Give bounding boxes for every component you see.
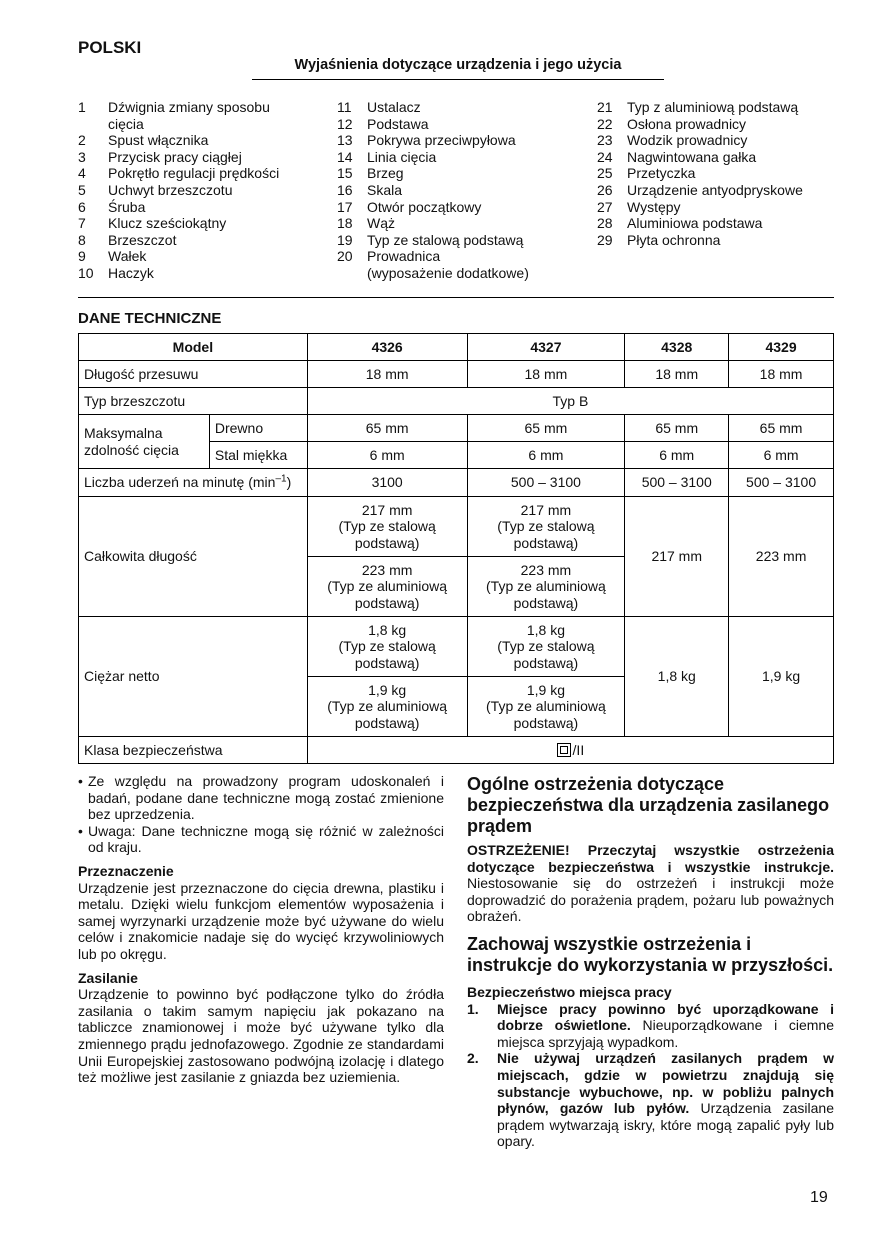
table-row (79, 334, 834, 361)
table-row (79, 361, 834, 388)
item-label (627, 182, 803, 199)
label-line: Przetyczka (627, 165, 696, 182)
item-number: 11 (337, 99, 352, 115)
list-item (337, 248, 529, 281)
cell-line: podstawą) (354, 594, 420, 611)
item-label (108, 248, 146, 265)
label-line: Urządzenie antyodpryskowe (627, 181, 803, 198)
cell-line: 1,9 kg (368, 681, 407, 698)
list-item (337, 132, 529, 149)
item-number: 1 (78, 99, 86, 115)
row-label-text: ) (286, 474, 292, 491)
item-number: 20 (337, 248, 353, 265)
item-label (108, 149, 242, 166)
list-item (78, 165, 279, 182)
item-label (367, 215, 395, 232)
item-label (367, 199, 481, 216)
cell-line: 1,9 kg (526, 681, 565, 698)
item-number: 28 (597, 215, 613, 232)
label-line: Aluminiowa podstawa (627, 215, 763, 232)
bullet-text: Uwaga: Dane techniczne mogą się różnić w zależności od kraju. (88, 822, 444, 856)
model-cell: 4328 (625, 334, 729, 361)
item-number: 13 (337, 132, 353, 149)
double-insulation-icon (557, 743, 571, 757)
sub-label: Stal miękka (209, 442, 307, 469)
table-cell (307, 737, 833, 764)
cell-line: 217 mm (361, 501, 413, 518)
table-cell: 6 mm (467, 442, 625, 469)
item-label (627, 199, 681, 216)
cell-line: (Typ ze aluminiową (486, 578, 606, 595)
list-item (78, 99, 279, 132)
item-number: 2. (467, 1050, 479, 1067)
label-line: Prowadnica (367, 248, 441, 265)
item-label (367, 182, 402, 199)
table-row (79, 415, 834, 442)
list-item (337, 99, 529, 116)
warning-bold: OSTRZEŻENIE! Przeczytaj wszystkie ostrzeżenia dotyczące bezpieczeństwa i wszystkie instrukcje. (467, 842, 834, 875)
list-item (78, 149, 279, 166)
item-number: 17 (337, 198, 353, 215)
cell-line: podstawą) (513, 594, 579, 611)
section-heading: Bezpieczeństwo miejsca pracy (467, 983, 672, 1000)
table-cell (467, 557, 625, 617)
label-line: Brzeg (367, 165, 404, 182)
item-number: 7 (78, 215, 86, 232)
item-label (367, 248, 529, 281)
list-item (78, 823, 444, 856)
parts-list-col-3 (597, 99, 803, 248)
table-cell (467, 497, 625, 557)
cell-line: 1,8 kg (526, 621, 565, 638)
row-label: Ciężar netto (79, 617, 308, 737)
row-label-text: Liczba uderzeń na minutę (min (84, 474, 276, 491)
item-number: 16 (337, 181, 353, 198)
list-item (78, 232, 279, 249)
list-item (337, 215, 529, 232)
cell-line: podstawą) (354, 714, 420, 731)
list-item (597, 232, 803, 249)
item-label (108, 182, 232, 199)
label-line: Śruba (108, 198, 146, 215)
item-number: 2 (78, 132, 86, 149)
table-cell (307, 497, 467, 557)
item-bold: Miejsce pracy powinno być uporządkowane i dobrze oświetlone. (497, 1000, 834, 1034)
list-item (337, 182, 529, 199)
table-cell: 500 – 3100 (625, 469, 729, 497)
item-label (108, 232, 176, 249)
model-cell: 4329 (729, 334, 834, 361)
label-line: Przycisk pracy ciągłej (108, 148, 242, 165)
cell-line: podstawą) (513, 714, 579, 731)
model-cell: 4327 (467, 334, 625, 361)
paragraph (467, 842, 834, 925)
label-line: Dźwignia zmiany sposobu (108, 99, 270, 115)
table-cell (307, 677, 467, 737)
item-label (627, 232, 720, 249)
label-line: Linia cięcia (367, 148, 437, 165)
table-cell: 500 – 3100 (729, 469, 834, 497)
list-item (467, 1001, 834, 1051)
table-row (79, 737, 834, 764)
label-line: Brzeszczot (108, 231, 177, 248)
label-line: Ustalacz (367, 99, 421, 115)
list-item (78, 265, 279, 282)
table-cell: 6 mm (625, 442, 729, 469)
item-label (108, 99, 270, 132)
label-line: Spust włącznika (108, 132, 209, 149)
item-number: 14 (337, 148, 353, 165)
label-line: Klucz sześciokątny (108, 215, 227, 232)
row-label (79, 469, 308, 497)
item-rest: Urządzenia zasilane prądem wytwarzają iskry, które mogą zapalić pyły lub opary. (497, 1100, 834, 1150)
row-label-line: zdolność cięcia (84, 441, 179, 458)
item-label (627, 215, 762, 232)
class-value: /II (572, 741, 585, 758)
cell-line: podstawą) (513, 534, 579, 551)
model-cell: 4326 (307, 334, 467, 361)
item-number: 5 (78, 181, 86, 198)
list-item (337, 232, 529, 249)
item-label (367, 232, 523, 249)
section-heading: Przeznaczenie (78, 862, 174, 879)
row-label (79, 415, 210, 469)
row-label-line: Maksymalna (84, 424, 163, 441)
item-label (108, 132, 208, 149)
paragraph: Urządzenie to powinno być podłączone tylko do źródła zasilania o takim samym napięciu jak pokazano na tabliczce znamionowej i może być używane tylko dla zmiennego prądu jednofazowego. Zgodnie ze standardami Unii Europejskiej zastosowano podwójną izolację i dlatego też możliwe jest zasilanie z gniazda bez uziemienia. (78, 986, 444, 1086)
label-line: Pokrywa przeciwpyłowa (367, 132, 516, 149)
divider (78, 297, 834, 298)
table-row (79, 497, 834, 557)
list-item (78, 199, 279, 216)
specs-title: DANE TECHNICZNE (78, 310, 222, 327)
table-cell: 6 mm (729, 442, 834, 469)
table-cell: 18 mm (307, 361, 467, 388)
table-row (79, 469, 834, 497)
paragraph: Urządzenie jest przeznaczone do cięcia drewna, plastiku i metalu. Dzięki wielu funkcjom elementów wyposażenia i samej wyrzynarki urządzenie może być używane do wielu celów i znakomicie nadaje się do wycięć krzywoliniowych lub po okręgu. (78, 879, 444, 962)
cell-line: (Typ ze stalową (338, 638, 436, 655)
list-item (78, 132, 279, 149)
list-item (337, 116, 529, 133)
cell-line: (Typ ze stalową (338, 518, 436, 535)
label-line: Wodzik prowadnicy (627, 132, 748, 149)
item-number: 21 (597, 99, 613, 115)
item-number: 8 (78, 231, 86, 248)
list-item (337, 199, 529, 216)
table-row (79, 388, 834, 415)
item-number: 6 (78, 198, 86, 215)
item-label (367, 165, 404, 182)
cell-line: (Typ ze aluminiową (327, 698, 448, 715)
label-line: Wąż (367, 215, 395, 232)
item-number: 26 (597, 181, 613, 198)
label-line: Pokrętło regulacji prędkości (108, 165, 280, 182)
section-heading: Ogólne ostrzeżenia dotyczące bezpieczeństwa dla urządzenia zasilanego prądem (467, 774, 830, 836)
item-number: 27 (597, 198, 613, 215)
model-header: Model (79, 334, 308, 361)
table-cell: 18 mm (625, 361, 729, 388)
label-line: Typ ze stalową podstawą (367, 231, 524, 248)
specifications-table (78, 333, 834, 764)
superscript: –1 (275, 473, 287, 485)
list-item (597, 116, 803, 133)
cell-line: (Typ ze stalową (497, 638, 595, 655)
cell-line: 217 mm (520, 501, 572, 518)
row-label: Całkowita długość (79, 497, 308, 617)
label-line: Nagwintowana gałka (627, 148, 757, 165)
bullet-icon: • (78, 773, 83, 789)
table-cell: 500 – 3100 (467, 469, 625, 497)
label-line: (wyposażenie dodatkowe) (367, 264, 529, 281)
table-cell (467, 677, 625, 737)
item-number: 29 (597, 231, 613, 248)
item-text (497, 1050, 834, 1150)
section-subtitle: Wyjaśnienia dotyczące urządzenia i jego użycia (252, 57, 664, 80)
item-number: 24 (597, 148, 613, 165)
table-cell (307, 617, 467, 677)
table-cell: 65 mm (729, 415, 834, 442)
table-cell: 65 mm (307, 415, 467, 442)
item-rest: Nieuporządkowane i ciemne miejsca sprzyjają wypadkom. (497, 1017, 835, 1050)
item-number: 10 (78, 264, 94, 281)
table-cell: 217 mm (625, 497, 729, 617)
table-row (79, 617, 834, 677)
table-cell: 223 mm (729, 497, 834, 617)
item-number: 12 (337, 115, 353, 132)
item-number: 22 (597, 115, 613, 132)
cell-line: podstawą) (354, 654, 420, 671)
label-line: Otwór początkowy (367, 198, 482, 215)
item-label (627, 149, 756, 166)
label-line: Występy (627, 198, 681, 215)
right-column (467, 774, 834, 1150)
row-label: Długość przesuwu (79, 361, 308, 388)
table-cell: 1,9 kg (729, 617, 834, 737)
list-item (597, 215, 803, 232)
table-cell: 18 mm (729, 361, 834, 388)
cell-line: (Typ ze aluminiową (486, 698, 606, 715)
cell-line: (Typ ze stalową (497, 518, 595, 535)
item-number: 9 (78, 248, 86, 265)
item-number: 18 (337, 215, 353, 232)
table-cell: 3100 (307, 469, 467, 497)
cell-line: podstawą) (513, 654, 579, 671)
item-text (497, 1001, 834, 1051)
left-column (78, 773, 444, 1086)
item-bold: Nie używaj urządzeń zasilanych prądem w miejscach, gdzie w powietrzu znajdują się substancje wybuchowe, np. w pobliżu palnych płynów, gazów lub pyłów. (497, 1050, 834, 1117)
item-label (108, 165, 279, 182)
item-number: 19 (337, 231, 353, 248)
table-cell: 1,8 kg (625, 617, 729, 737)
cell-line: podstawą) (354, 534, 420, 551)
item-label (367, 149, 436, 166)
list-item (597, 199, 803, 216)
item-label (627, 132, 747, 149)
item-label (627, 165, 695, 182)
item-label (108, 265, 154, 282)
section-heading: Zachowaj wszystkie ostrzeżenia i instrukcje do wykorzystania w przyszłości. (467, 933, 834, 975)
label-line: cięcia (108, 115, 144, 132)
table-cell: 18 mm (467, 361, 625, 388)
row-label: Typ brzeszczotu (79, 388, 308, 415)
list-item (597, 132, 803, 149)
list-item (467, 1050, 834, 1150)
page-number: 19 (810, 1189, 828, 1206)
sub-label: Drewno (209, 415, 307, 442)
language-heading: POLSKI (78, 38, 142, 57)
label-line: Haczyk (108, 264, 154, 281)
table-cell: Typ B (307, 388, 833, 415)
table-cell (467, 617, 625, 677)
item-label (367, 116, 428, 133)
label-line: Podstawa (367, 115, 429, 132)
table-cell: 6 mm (307, 442, 467, 469)
item-number: 1. (467, 1000, 479, 1017)
item-label (627, 116, 746, 133)
list-item (597, 182, 803, 199)
item-label (627, 99, 798, 116)
item-number: 23 (597, 132, 613, 149)
label-line: Osłona prowadnicy (627, 115, 747, 132)
label-line: Skala (367, 181, 403, 198)
cell-line: 1,8 kg (368, 621, 407, 638)
label-line: Uchwyt brzeszczotu (108, 181, 233, 198)
label-line: Wałek (108, 248, 147, 265)
bullet-text: Ze względu na prowadzony program udoskonaleń i badań, podane dane techniczne mogą zostać zmienione bez uprzedzenia. (88, 773, 444, 823)
list-item (78, 215, 279, 232)
list-item (337, 149, 529, 166)
item-label (367, 132, 516, 149)
cell-line: 223 mm (361, 561, 413, 578)
item-number: 4 (78, 165, 86, 182)
label-line: Płyta ochronna (627, 231, 721, 248)
cell-line: (Typ ze aluminiową (327, 578, 448, 595)
row-label: Klasa bezpieczeństwa (79, 737, 308, 764)
list-item (78, 773, 444, 823)
list-item (597, 99, 803, 116)
section-heading: Zasilanie (78, 969, 138, 986)
list-item (78, 248, 279, 265)
item-label (108, 199, 145, 216)
bullet-icon: • (78, 822, 83, 839)
warning-text: Niestosowanie się do ostrzeżeń i instrukcji może doprowadzić do porażenia prądem, pożaru lub poważnych obrażeń. (467, 875, 834, 925)
item-label (367, 99, 421, 116)
table-cell: 65 mm (467, 415, 625, 442)
item-number: 3 (78, 148, 86, 165)
table-cell (307, 557, 467, 617)
table-cell: 65 mm (625, 415, 729, 442)
list-item (337, 165, 529, 182)
parts-list-col-1 (78, 99, 279, 282)
list-item (78, 182, 279, 199)
list-item (597, 149, 803, 166)
parts-list-col-2 (337, 99, 529, 282)
label-line: Typ z aluminiową podstawą (627, 99, 799, 115)
item-number: 15 (337, 165, 353, 182)
item-label (108, 215, 226, 232)
cell-line: 223 mm (520, 561, 572, 578)
item-number: 25 (597, 165, 613, 182)
list-item (597, 165, 803, 182)
